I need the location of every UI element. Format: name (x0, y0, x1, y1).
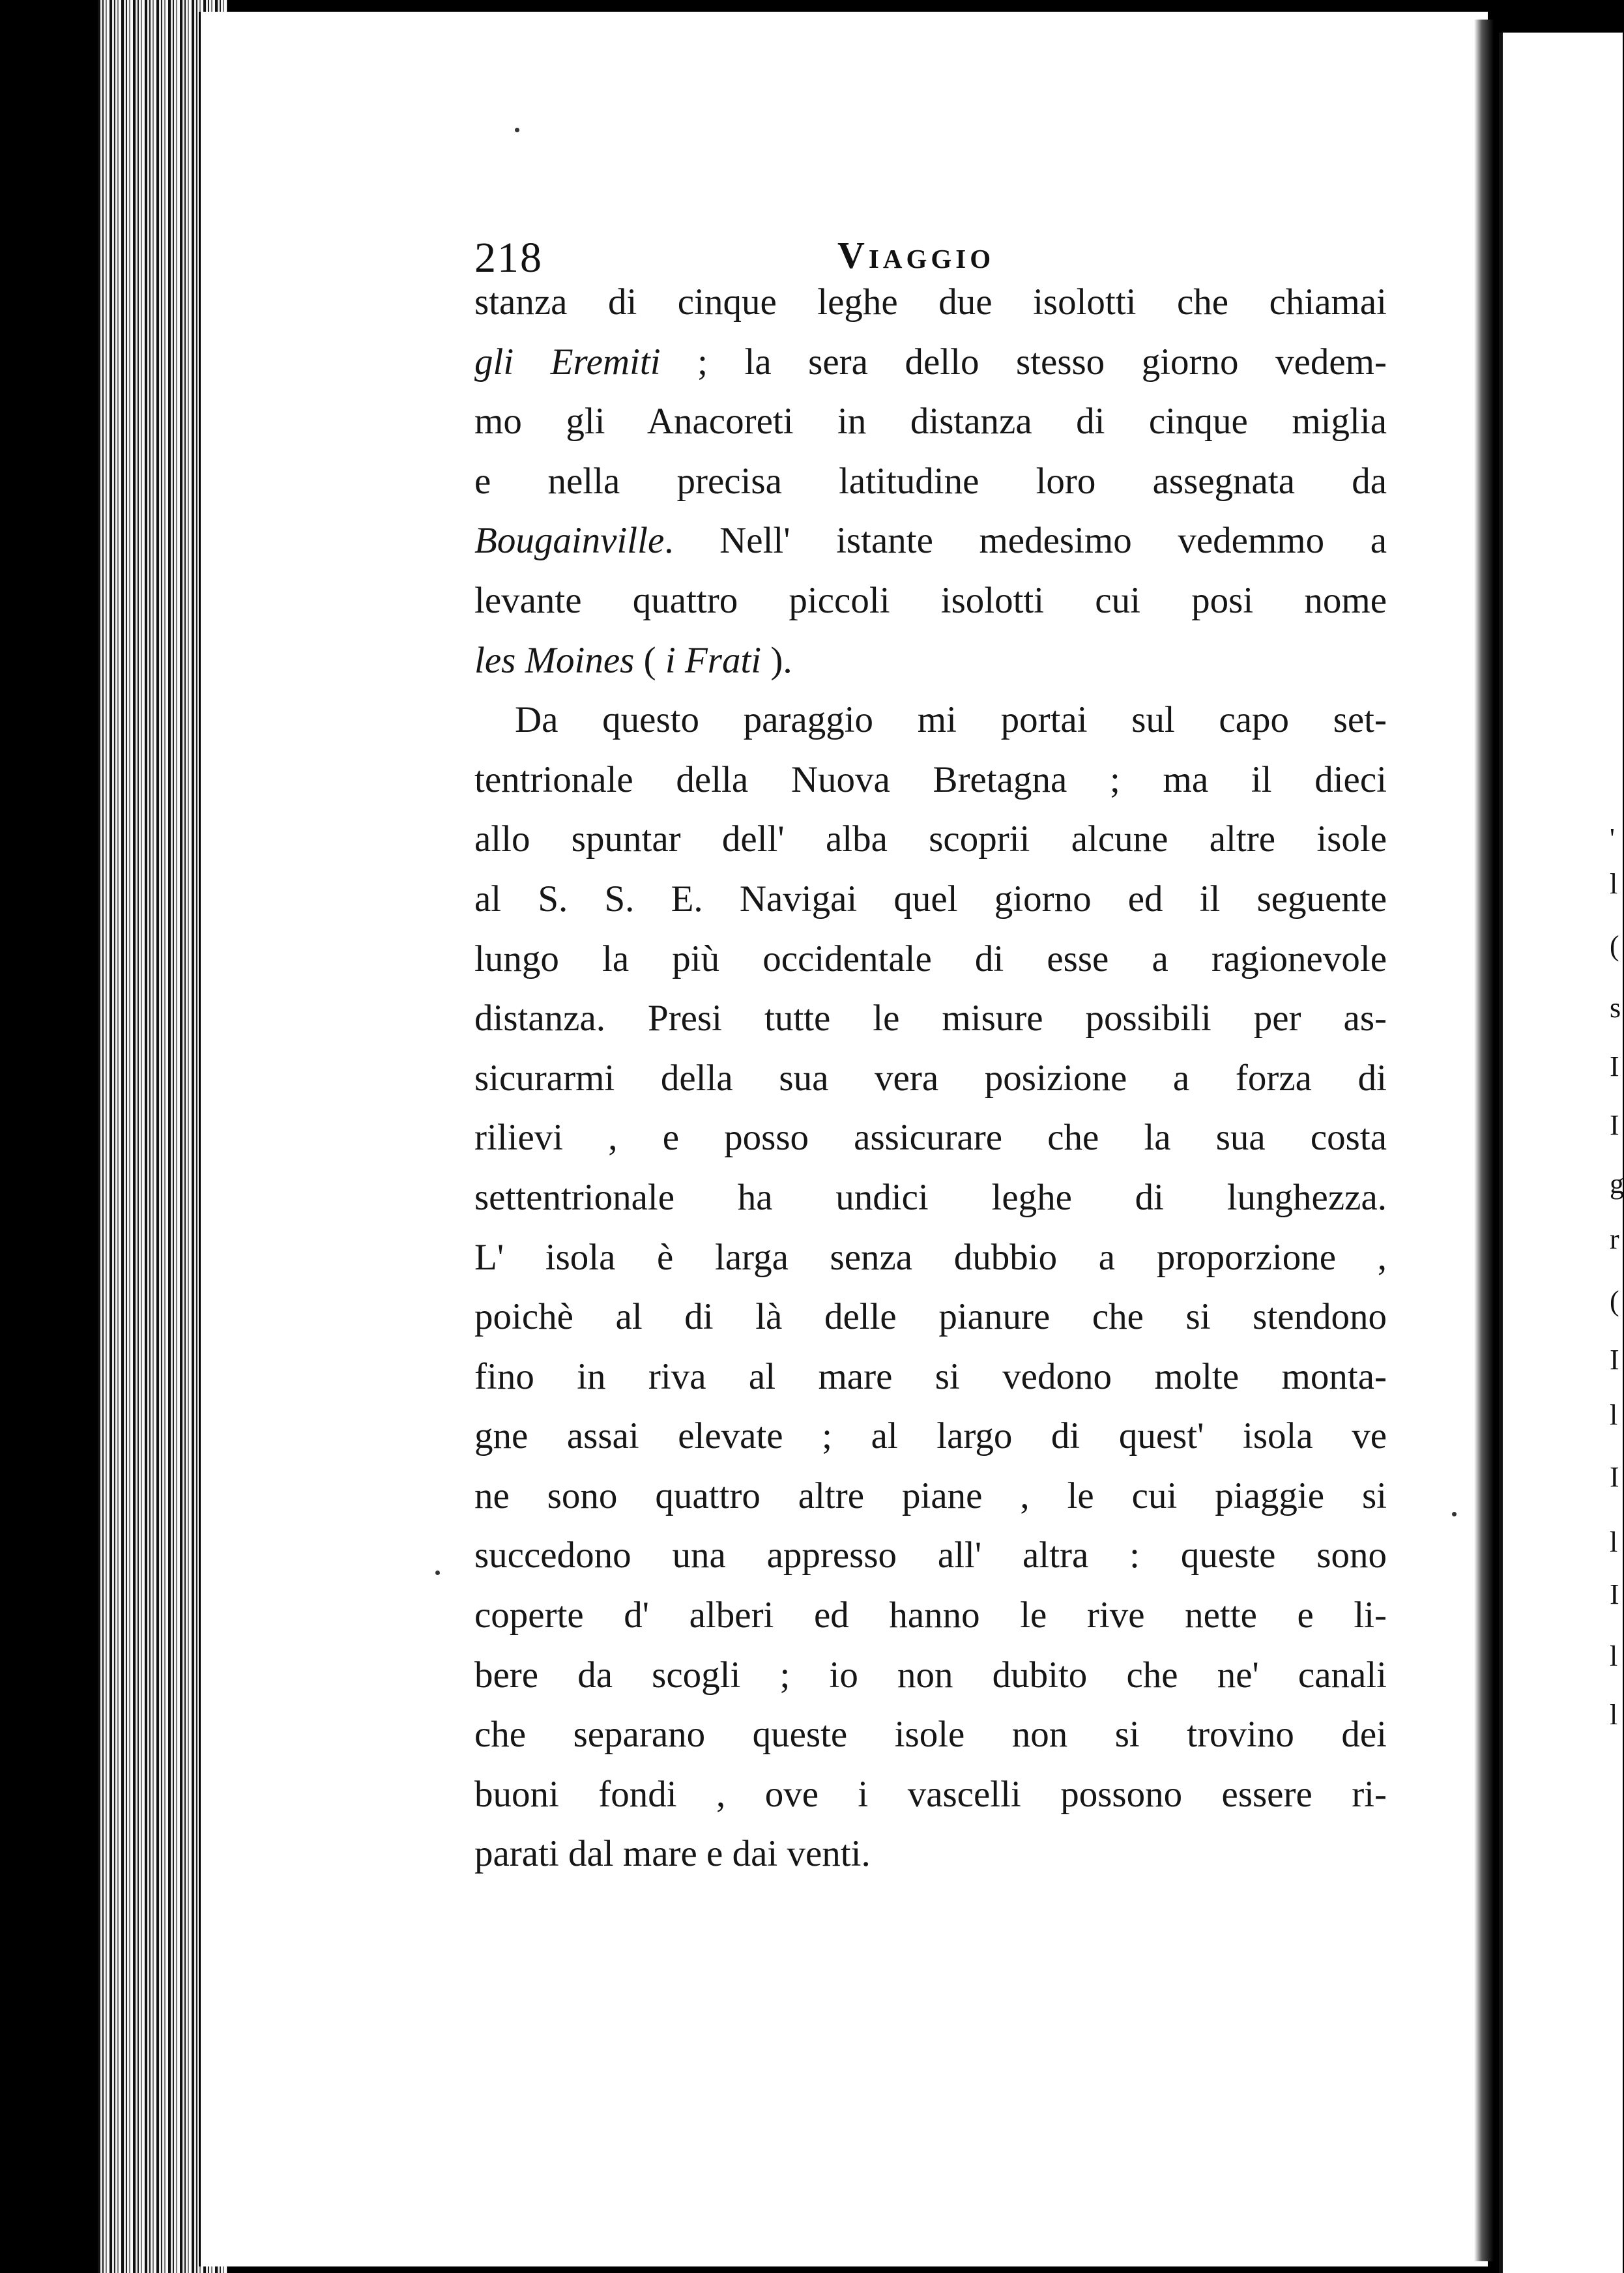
text-line: buoni fondi , ove i vascelli possono essere ri- (474, 1773, 1387, 1815)
facing-page-glyph: g (1610, 1168, 1624, 1200)
text-line: sicurarmi della sua vera posizione a forza di (474, 1057, 1387, 1099)
facing-page-glyph: l (1610, 1699, 1618, 1731)
paper-speck (1452, 1512, 1457, 1516)
text-line: settentrionale ha undici leghe di lunghezza. (474, 1176, 1387, 1218)
body-text (474, 272, 1387, 1884)
text-line: lungo la più occidentale di esse a ragionevole (474, 938, 1387, 979)
facing-page-glyph: r (1610, 1223, 1619, 1255)
text-line: poichè al di là delle pianure che si stendono (474, 1296, 1387, 1338)
text-line: mo gli Anacoreti in distanza di cinque miglia (474, 401, 1387, 442)
text-line: tentrionale della Nuova Bretagna ; ma il dieci (474, 759, 1387, 800)
facing-page-glyph: I (1610, 1344, 1619, 1376)
text-run: . Nell' istante medesimo vedemmo a (664, 520, 1387, 562)
paper-speck (515, 128, 519, 132)
facing-page-glyph: ( (1610, 1285, 1619, 1317)
facing-page-glyph: s (1610, 992, 1621, 1024)
italic-place-name: gli Eremiti (474, 341, 661, 383)
facing-page-glyph: ' (1610, 822, 1615, 854)
facing-page-glyph: I (1610, 1461, 1619, 1493)
text-run: ). (761, 639, 792, 681)
text-run: ( (634, 639, 665, 681)
text-line: al S. S. E. Navigai quel giorno ed il seguente (474, 878, 1387, 919)
italic-person-name: Bougainville (474, 520, 665, 562)
text-line: bere da scogli ; io non dubito che ne' canali (474, 1654, 1387, 1696)
running-head-title: Viaggio (837, 234, 995, 276)
facing-page-glyph: I (1610, 1109, 1619, 1141)
text-line (474, 631, 1387, 691)
facing-page-glyph: l (1610, 1526, 1618, 1558)
text-line: levante quattro piccoli isolotti cui posi nome (474, 579, 1387, 621)
text-line (474, 511, 1387, 571)
text-line: coperte d' alberi ed hanno le rive nette e li- (474, 1595, 1387, 1636)
gutter-shadow (1474, 20, 1494, 2261)
text-line (474, 332, 1387, 392)
italic-place-name: i Frati (665, 639, 762, 681)
text-line: allo spuntar dell' alba scoprii alcune altre isole (474, 818, 1387, 860)
text-line: ne sono quattro altre piane , le cui piaggie si (474, 1475, 1387, 1516)
text-line: parati dal mare e dai venti. (474, 1833, 871, 1875)
text-line: L' isola è larga senza dubbio a proporzione , (474, 1236, 1387, 1278)
text-line: fino in riva al mare si vedono molte monta- (474, 1355, 1387, 1397)
text-line: gne assai elevate ; al largo di quest' isola ve (474, 1415, 1387, 1457)
text-line: stanza di cinque leghe due isolotti che chiamai (474, 282, 1387, 323)
text-line: e nella precisa latitudine loro assegnata da (474, 460, 1387, 502)
facing-page-glyph: I (1610, 1050, 1619, 1082)
text-line: succedono una appresso all' altra : queste sono (474, 1535, 1387, 1576)
paper-speck (435, 1571, 440, 1575)
facing-page-edge (1499, 33, 1623, 2273)
facing-page-glyph: ( (1610, 930, 1619, 962)
page-number: 218 (474, 234, 543, 282)
paragraph-first-line: Da questo paraggio mi portai sul capo set- (515, 699, 1387, 741)
text-line: distanza. Presi tutte le misure possibili per as- (474, 998, 1387, 1039)
facing-page-glyph: l (1610, 1640, 1618, 1672)
text-line: rilievi , e posso assicurare che la sua costa (474, 1117, 1387, 1159)
text-line: che separano queste isole non si trovino dei (474, 1714, 1387, 1756)
facing-page-glyph: l (1610, 868, 1618, 900)
facing-page-glyph: I (1610, 1578, 1619, 1610)
facing-page-glyph: l (1610, 1399, 1618, 1431)
text-run: ; la sera dello stesso giorno vedem- (660, 341, 1387, 383)
italic-place-name: les Moines (474, 639, 635, 681)
